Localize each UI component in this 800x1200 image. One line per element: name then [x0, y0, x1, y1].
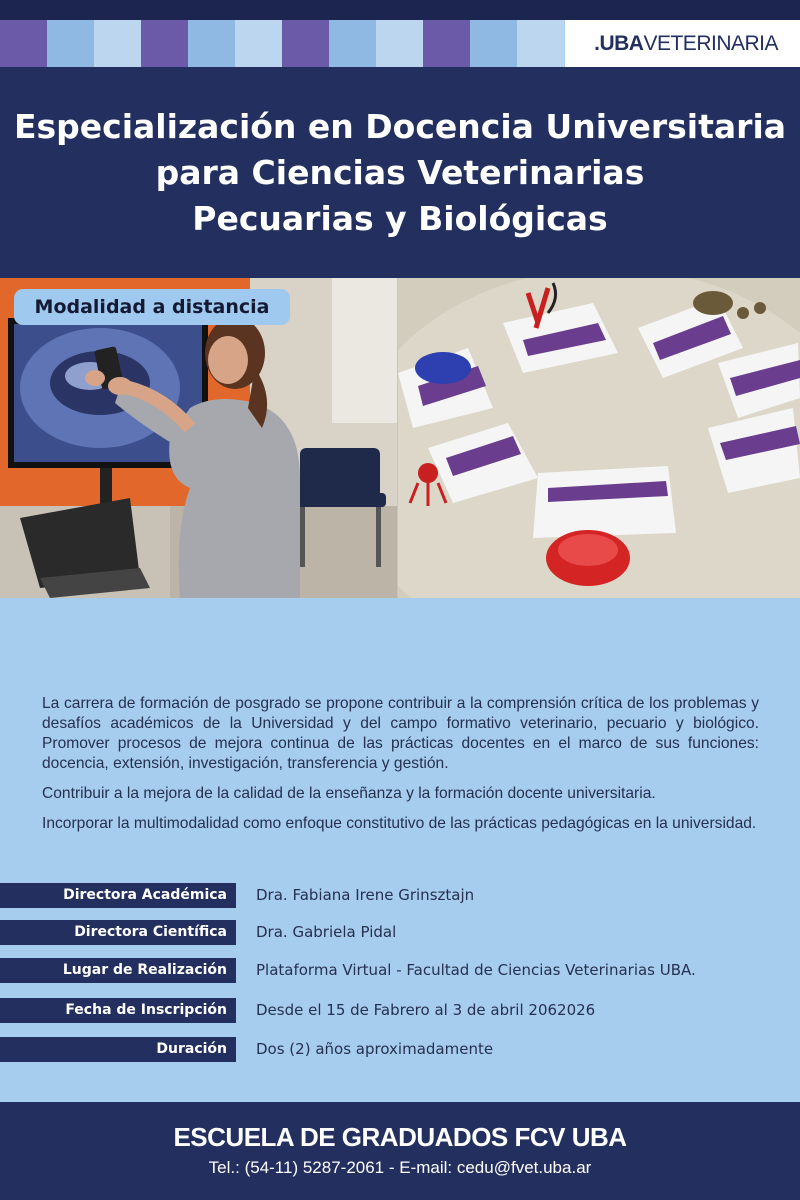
info-value: Desde el 15 de Fabrero al 3 de abril 2062026	[256, 1001, 596, 1019]
info-value: Dra. Fabiana Irene Grinsztajn	[256, 886, 475, 904]
footer	[0, 1102, 800, 1200]
logo-uba-text: .UBA	[594, 31, 644, 55]
info-value: Dra. Gabriela Pidal	[256, 923, 397, 941]
info-label: Fecha de Inscripción	[0, 998, 236, 1023]
table-photo-illustration	[398, 278, 800, 598]
footer-contact[interactable]: Tel.: (54-11) 5287-2061 - E-mail: cedu@fvet.uba.ar	[208, 1158, 592, 1177]
color-stripe	[0, 20, 565, 67]
info-label: Directora Científica	[0, 920, 236, 945]
info-value: Dos (2) años aproximadamente	[256, 1040, 494, 1058]
photo-table-3d-models	[398, 278, 800, 598]
logo-veterinaria-text: VETERINARIA	[643, 31, 778, 55]
info-label: Lugar de Realización	[0, 958, 236, 983]
footer-title: ESCUELA DE GRADUADOS FCV UBA	[173, 1122, 627, 1152]
photo-teacher-with-tablet	[0, 278, 397, 598]
title-line-1: Especialización en Docencia Universitaria	[13, 106, 787, 146]
info-row-duracion	[0, 1037, 800, 1062]
description-paragraph-3: Incorporar la multimodalidad como enfoque constitutivo de las prácticas pedagógicas en la universidad.	[42, 815, 757, 832]
teacher-photo-illustration	[0, 278, 397, 598]
info-value: Plataforma Virtual - Facultad de Ciencias Veterinarias UBA.	[256, 961, 696, 979]
info-row-fecha-inscripcion	[0, 998, 800, 1023]
info-row-lugar-realizacion	[0, 958, 800, 983]
info-row-directora-academica	[0, 883, 800, 908]
info-row-directora-cientifica	[0, 920, 800, 945]
title-line-3: Pecuarias y Biológicas	[192, 198, 608, 238]
page-title	[14, 104, 786, 242]
top-bar	[0, 0, 800, 20]
description-paragraph-1: La carrera de formación de posgrado se propone contribuir a la comprensión crítica de los problemas y desafíos académicos de la Universidad y del campo formativo veterinario, pecuario y biológico. Promover procesos de mejora continua de las prácticas docentes en el marco de sus funciones: docencia, extensión, investigación, transferencia y gestión.	[42, 695, 759, 772]
title-banner	[0, 67, 800, 278]
description-paragraph-2: Contribuir a la mejora de la calidad de la enseñanza y la formación docente universitaria.	[42, 785, 656, 802]
program-description	[42, 694, 759, 844]
info-label: Duración	[0, 1037, 236, 1062]
modality-badge-label: Modalidad a distancia	[34, 296, 270, 318]
title-line-2: para Ciencias Veterinarias	[155, 152, 645, 192]
modality-badge	[14, 289, 290, 325]
uba-veterinaria-logo[interactable]	[565, 20, 800, 67]
info-label: Directora Académica	[0, 883, 236, 908]
